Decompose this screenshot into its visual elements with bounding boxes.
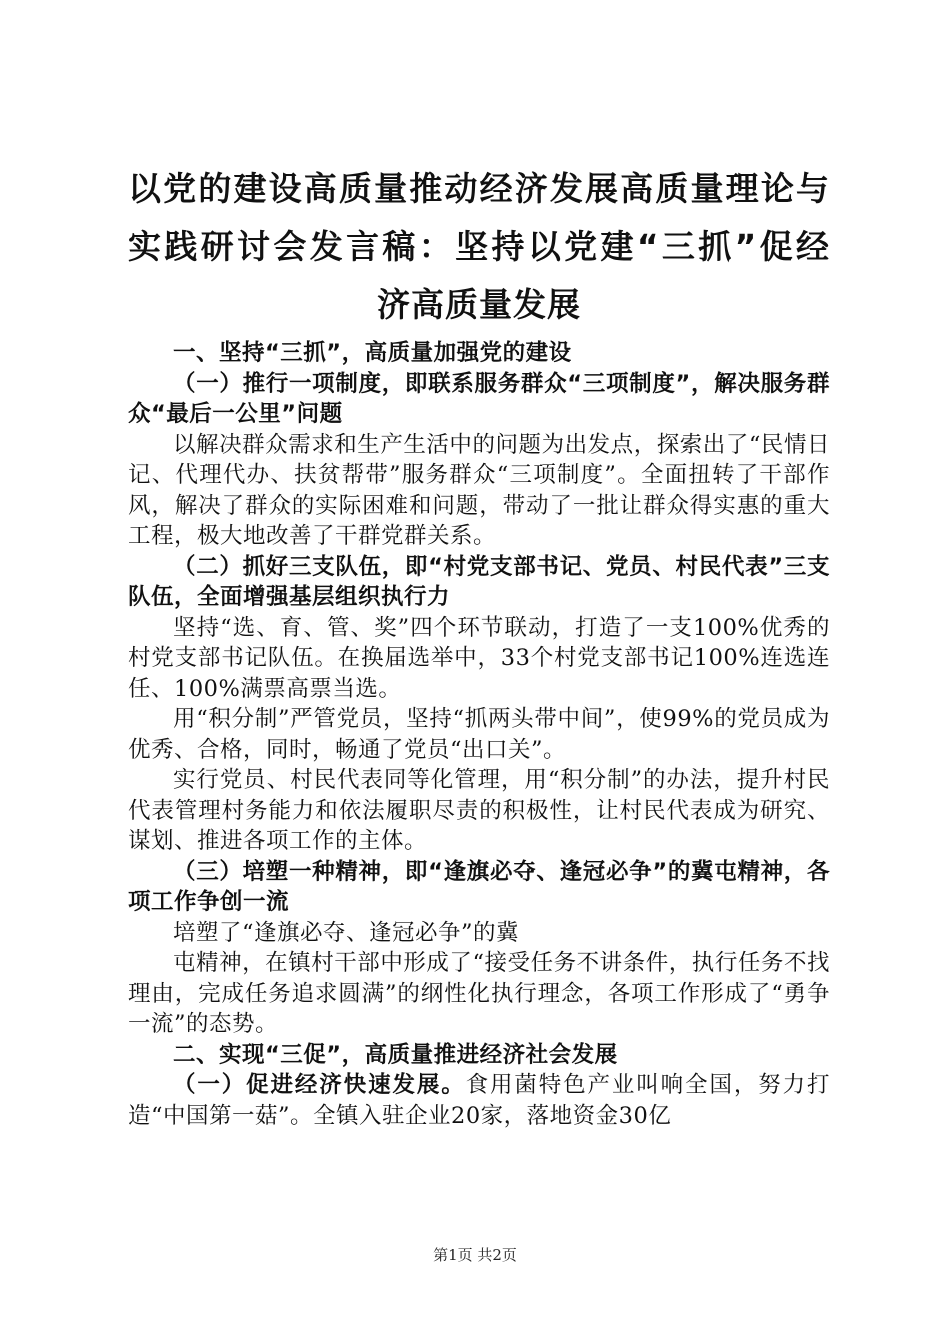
paragraph-2-1 [128,1070,830,1131]
paragraph-1-1-1: 以解决群众需求和生产生活中的问题为出发点，探索出了“民情日记、代理代办、扶贫帮带”服务群众“三项制度”。全面扭转了干部作风，解决了群众的实际困难和问题，带动了一批让群众得实惠的重大工程，极大地改善了干群党群关系。 [128,431,830,549]
paragraph-1-3-2: 屯精神，在镇村干部中形成了“接受任务不讲条件，执行任务不找理由，完成任务追求圆满”的纲性化执行理念，各项工作形成了“勇争一流”的态势。 [128,950,830,1037]
paragraph-1-2-1: 坚持“选、育、管、奖”四个环节联动，打造了一支100%优秀的村党支部书记队伍。在换届选举中，33个村党支部书记100%连选连任、100%满票高票当选。 [128,614,830,702]
paragraph-1-2-3: 实行党员、村民代表同等化管理，用“积分制”的办法，提升村民代表管理村务能力和依法履职尽责的积极性，让村民代表成为研究、谋划、推进各项工作的主体。 [128,767,830,854]
document-title [128,160,830,334]
paragraph-1-3-1: 培塑了“逢旗必夺、逢冠必争”的冀 [173,919,520,946]
document-page [128,160,830,1131]
title-line-2: 实践研讨会发言稿：坚持以党建“三抓”促经 [128,227,830,266]
title-line-1: 以党的建设高质量推动经济发展高质量理论与 [128,169,830,208]
title-line-3: 济高质量发展 [377,285,581,324]
subsection-heading-1-1: （一）推行一项制度，即联系服务群众“三项制度”，解决服务群众“最后一公里”问题 [128,370,830,427]
subsection-heading-1-3: （三）培塑一种精神，即“逢旗必夺、逢冠必争”的冀屯精神，各项工作争创一流 [128,858,830,915]
page-footer: 第1页 共2页 [433,1246,517,1264]
subsection-heading-1-2: （二）抓好三支队伍，即“村党支部书记、党员、村民代表”三支队伍，全面增强基层组织执行力 [128,553,830,610]
section-heading-1: 一、坚持“三抓”，高质量加强党的建设 [173,340,572,366]
paragraph-2-1-text: 食用菌特色产业叫响全国，努力打造“中国第一菇”。全镇入驻企业20家，落地资金30亿 [128,1072,830,1129]
paragraph-2-1-lead: （一）促进经济快速发展。 [173,1072,466,1098]
paragraph-1-2-2: 用“积分制”严管党员，坚持“抓两头带中间”，使99%的党员成为优秀、合格，同时，畅通了党员“出口关”。 [128,706,830,763]
section-heading-2: 二、实现“三促”，高质量推进经济社会发展 [173,1041,618,1068]
document-body [128,338,830,1131]
